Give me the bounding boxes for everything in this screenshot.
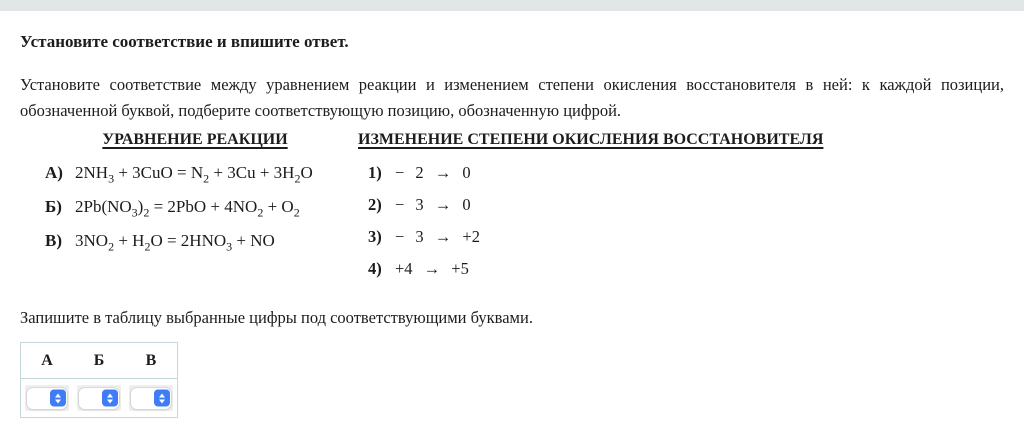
answer-cell-a [21,379,74,418]
answer-instruction: Запишите в таблицу выбранные цифры под соответствующими буквами. [20,308,533,327]
answer-select-v[interactable] [129,385,173,411]
answer-column-header-a: А [21,343,74,379]
answer-table [20,342,178,418]
equations-column [45,131,345,291]
equation-row-a [45,163,345,185]
answer-select-a-field [27,388,67,409]
option-label-3: 3) [368,227,382,246]
option-row-4 [358,259,1004,279]
answer-cell-b [73,379,125,418]
task-instruction: Установите соответствие между уравнением реакции и изменением степени окисления восстановителя в ней: к каждой позиции, обозначенной буквой, подберите соответствующую позицию, обозначенную цифрой. [20,75,1004,120]
answer-column-header-b: Б [73,343,125,379]
equation-formula-v: $3NO_2 + H_2O = 2HNO_3$ + NO [75,231,275,254]
task-content [0,32,1024,418]
equation-label-a: А) [45,163,63,182]
option-change-1: − 2 → 0 [395,163,471,182]
equation-rows [45,163,345,253]
option-row-3 [358,227,1004,247]
option-change-4: +4 → +5 [395,259,469,278]
answer-select-b[interactable] [77,385,121,411]
page-title: Установите соответствие и впишите ответ. [20,32,349,51]
option-change-3: − 3 → +2 [395,227,480,246]
up-down-chevrons-icon [50,390,66,407]
oxidation-changes-column [358,131,1004,291]
option-row-1 [358,163,1004,183]
option-label-1: 1) [368,163,382,182]
answer-cell-v [125,379,178,418]
up-down-chevrons-icon [102,390,118,407]
answer-column-header-v: В [125,343,178,379]
option-label-2: 2) [368,195,382,214]
top-bar [0,0,1024,11]
equation-row-v [45,231,345,253]
equation-label-b: Б) [45,197,62,216]
equation-label-v: В) [45,231,62,250]
answer-select-a[interactable] [25,385,69,411]
answer-select-v-field [131,388,171,409]
answer-select-b-field [79,388,119,409]
left-column-header: УРАВНЕНИЕ РЕАКЦИИ [102,131,288,148]
option-label-4: 4) [368,259,382,278]
option-change-2: − 3 → 0 [395,195,471,214]
answer-table-input-row [21,379,178,418]
equation-formula-b: $2Pb(NO_3)_2 = 2PbO + 4NO_2 + O_2$ [75,197,300,220]
matching-area [20,131,1004,291]
answer-table-header-row [21,343,178,379]
option-rows [358,163,1004,279]
option-row-2 [358,195,1004,215]
equation-formula-a: $2NH_3 + 3CuO = N_2 + 3Cu + 3H_2O$ [75,163,313,186]
up-down-chevrons-icon [154,390,170,407]
equation-row-b [45,197,345,219]
right-column-header: ИЗМЕНЕНИЕ СТЕПЕНИ ОКИСЛЕНИЯ ВОССТАНОВИТЕЛЯ [358,131,824,148]
